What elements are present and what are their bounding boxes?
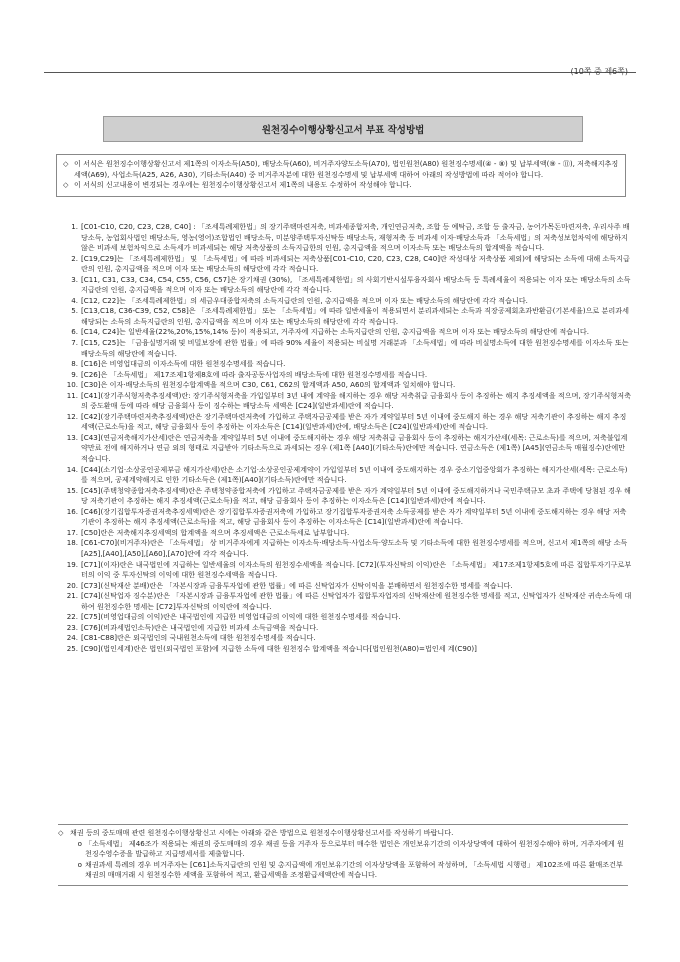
intro-text: 이 서식은 원천징수이행상황신고서 제1쪽의 이자소득(A50), 배당소득(A60), 비거주자양도소득(A70), 법인원천(A80) 원천징수명세(④ - ⑧) 및 납부세액(⑨ - ⑪), 저축해지추징세액(A69), 사업소득(A25, A26, A30), 기타소득(A40) 중 비거주자분에 대한 원천징수명세 및 납부세액 대하여 아래의 작성방법에 따라 적어야 합니다.	[74, 159, 619, 179]
item-text: [C26]은 「소득세법」 제17조제1항제8호에 따라 출자공동사업자의 배당소득에 대한 원천징수명세를 적습니다.	[81, 369, 428, 379]
item-text: [C13,C18, C36-C39, C52, C58]은 「조세특례제한법」 또는 「소득세법」에 따라 일반세율이 적용되면서 분리과세되는 소득과 직장공제회초과반환금(기본세율)으로 분리과세 해당되는 소득의 소득지급란의 인원, 총지급액을 적으며 이자 또는 배당소득의 해당란에 각각 적습니다.	[81, 306, 629, 326]
item-number: 24.	[66, 633, 78, 643]
intro-box	[56, 154, 626, 197]
item-text: [C50]란은 저축해지추징세액의 합계액을 적으며 추징세액은 근로소득세로 납부합니다.	[81, 527, 350, 537]
instruction-item	[58, 486, 632, 507]
diamond-bullet-icon: ◇	[58, 828, 64, 837]
item-text: [C30]은 이자·배당소득의 원천징수합계액을 적으며 C30, C61, C62의 합계액과 A50, A60의 합계액과 일치해야 합니다.	[81, 380, 456, 390]
item-number: 4.	[71, 295, 78, 305]
item-number: 8.	[71, 359, 78, 369]
item-number: 22.	[66, 612, 78, 622]
item-text: [C16]은 비영업대금의 이자소득에 대한 원천징수명세를 적습니다.	[81, 359, 286, 369]
item-number: 16.	[66, 506, 78, 516]
instruction-item	[58, 275, 632, 296]
item-number: 11.	[66, 390, 78, 400]
note-box	[58, 824, 628, 886]
item-number: 1.	[71, 222, 78, 231]
note-text: 채권 등의 중도매매 관련 원천징수이행상황신고 시에는 아래와 같은 방법으로 원천징수이행상황신고서를 작성하기 바랍니다.	[70, 828, 454, 837]
header-rule	[44, 72, 636, 73]
item-number: 7.	[71, 338, 78, 348]
item-number: 13.	[66, 432, 78, 442]
item-text: [C11, C31, C33, C34, C54, C55, C56, C57]은 장기채권 (30%), 「조세특례제한법」의 사회기반시설투융자회사 배당소득 등 특례세율이 적용되는 이자 또는 배당소득의 소득지급란의 인원, 총지급액을 적으며 이자 또는 배당소득의 해당란에 각각 적습니다.	[81, 274, 631, 295]
instruction-item	[58, 612, 632, 623]
item-number: 20.	[66, 580, 78, 590]
item-number: 25.	[66, 643, 78, 653]
item-text: [C73](신탁재산 분배)란은 「자본시장과 금융투자업에 관한 법률」에 따른 신탁업자가 신탁이익을 분배하면서 원천징수한 명세를 적습니다.	[81, 580, 513, 590]
note-paragraph	[58, 828, 628, 839]
instruction-item	[58, 296, 632, 307]
item-text: [C12, C22]는 「조세특례제한법」의 세금우대종합저축의 소득지급란의 인원, 총지급액을 적으며 이자 또는 배당소득의 해당란에 각각 적습니다.	[81, 295, 528, 305]
instruction-item	[58, 391, 632, 412]
page-number: (10쪽 중 제6쪽)	[570, 67, 628, 76]
item-text: [C74](신탁업자 징수분)란은 「자본시장과 금융투자업에 관한 법률」에 따른 신탁업자가 집합투자업자의 신탁재산에 원천징수한 명세를 적고, 신탁업자가 신탁재산 귀속소득에 대하여 원천징수한 명세는 [C72]투자신탁의 이익란에 적습니다.	[81, 591, 632, 611]
note-subitem	[58, 839, 628, 860]
instruction-item	[58, 623, 632, 634]
item-text: [C90](법인세계)란은 법인(외국법인 포함)에 지급한 소득에 대한 원천징수 합계액을 적습니다[법인원천(A80)=법인세 계(C90)]	[81, 643, 477, 653]
instruction-item	[58, 507, 632, 528]
intro-paragraph	[63, 180, 619, 191]
instruction-item	[58, 644, 632, 655]
item-text: [C81-C88]란은 외국법인의 국내원천소득에 대한 원천징수명세를 적습니다.	[81, 633, 316, 643]
item-text: [C61-C70](비거주자)란은 「소득세법」 상 비거주자에게 지급하는 이자소득·배당소득·사업소득·양도소득 및 기타소득에 대한 원천징수명세를 적으며, 신고서 제1쪽의 해당 소득 [A25],[A40],[A50],[A60],[A70]란에 각각 적습니다.	[81, 538, 628, 558]
item-text: [C75](비영업대금의 이익)란은 내국법인에 지급한 비영업대금의 이익에 대한 원천징수명세를 적습니다.	[81, 612, 401, 622]
note-subitem	[58, 860, 628, 881]
instruction-item	[58, 560, 632, 581]
item-number: 23.	[66, 622, 78, 632]
item-number: 6.	[71, 327, 78, 337]
item-text: [C76](비과세법인소득)란은 내국법인에 지급한 비과세 소득금액을 적습니다.	[81, 622, 319, 632]
instruction-item	[58, 338, 632, 359]
instruction-item	[58, 254, 632, 275]
item-text: [C43](연금저축해지가산세)란은 연금저축을 계약일부터 5년 이내에 중도해지하는 경우 해당 저축취급 금융회사 등이 추징하는 해지가산세(세목: 근로소득)를 적으며, 저축불입계약만료 전에 해지하거나 연금 외의 형태로 지급받아 기타소득으로 과세되는 경우 (제1쪽 [A40](기타소득)란에만 적습니다. 연금소득은 (제1쪽) [A45](연금소득 매월징수)란에만 적습니다.	[81, 432, 628, 464]
instruction-item	[58, 370, 632, 381]
note-subitem-text: 「소득세법」 제46조가 적용되는 채권의 중도매매의 경우 채권 등을 거주자 등으로부터 매수한 법인은 개인보유기간의 이자상당액에 대하여 원천징수해야 하며, 거주자에게 원천징수영수증을 발급하고 지급명세서를 제출합니다.	[85, 838, 624, 859]
intro-paragraph	[63, 159, 619, 180]
item-number: 19.	[66, 559, 78, 569]
circle-bullet-icon: o	[77, 838, 82, 848]
instruction-item	[58, 528, 632, 539]
item-number: 2.	[71, 253, 78, 263]
item-text: [C45](주택청약종합저축추징세액)란은 주택청약종합저축에 가입하고 주택자금공제를 받은 자가 계약일부터 5년 이내에 중도해지하거나 국민주택규모 초과 주택에 당첨된 경우 해당 저축기관이 추징하는 해지 추징세액(근로소득)을 적고, 해당 금융회사 등이 추징하는 이자소득은 [C14](일반과세)란에 적습니다.	[81, 485, 631, 506]
instruction-item	[58, 465, 632, 486]
circle-bullet-icon: o	[77, 859, 82, 869]
instruction-item	[58, 633, 632, 644]
instruction-item	[58, 380, 632, 391]
item-text: [C44](소기업·소상공인공제부금 해지가산세)란은 소기업·소상공인공제계약이 가입일부터 5년 이내에 중도해지하는 경우 중소기업중앙회가 추징하는 해지가산세(세목: 근로소득)를 적으며, 공제계약해지로 인한 기타소득은 (제1쪽)[A40](기타소득)란에만 적습니다.	[81, 464, 628, 485]
item-number: 21.	[66, 591, 78, 601]
item-number: 12.	[66, 411, 78, 421]
instruction-item	[58, 412, 632, 433]
instruction-item	[58, 306, 632, 327]
instruction-item	[58, 327, 632, 338]
item-text: [C46](장기집합투자증권저축추징세액)란은 장기집합투자증권저축에 가입하고 장기집합투자증권저축 소득공제를 받은 자가 계약일부터 5년 이내에 중도해지하는 경우 해당 저축기관이 추징하는 해지 추징세액(근로소득)을 적고, 해당 금융회사 등이 추징하는 이자소득은 [C14](일반과세)란에 적습니다.	[81, 506, 627, 527]
item-text: [C14, C24]는 일반세율(22%,20%,15%,14% 등)이 적용되고, 거주자에 지급하는 소득지급란의 인원, 총지급액을 적으며 이자 또는 배당소득의 해당란에 적습니다.	[81, 327, 590, 337]
item-number: 14.	[66, 464, 78, 474]
intro-text: 이 서식의 신고내용이 변경되는 경우에는 원천징수이행상황신고서 제1쪽의 내용도 수정하여 작성해야 합니다.	[74, 180, 412, 190]
title-text: 원천징수이행상황신고서 부표 작성방법	[261, 125, 425, 136]
note-subitem-text: 채권과세 특례의 경우 비거주자는 [C61]소득지급란의 인원 및 총지급액에 개인보유기간의 이자상당액을 포함하여 작성하며, 「소득세법 시행령」 제102조에 따른 환매조건부채권의 매매거래 시 원천징수한 세액을 포함하여 적고, 환급세액을 조정환급세액란에 적습니다.	[85, 859, 623, 880]
item-number: 10.	[66, 380, 78, 390]
item-number: 17.	[66, 527, 78, 537]
instruction-item	[58, 433, 632, 465]
item-number: 5.	[71, 306, 78, 316]
item-number: 3.	[71, 274, 78, 284]
instruction-item	[58, 581, 632, 592]
diamond-bullet-icon: ◇	[63, 180, 69, 190]
instruction-item	[58, 538, 632, 559]
item-text: [C01-C10, C20, C23, C28, C40] : 「조세특례제한법」의 장기주택마련저축, 비과세종합저축, 개인연금저축, 조합 등 예탁금, 조합 등 출자금, 농어가목돈마련저축, 우리사주 배당소득, 농업회사법인 배당소득, 영농(영어)조합법인 배당소득, 미분양주택투자신탁등 배당소득, 재형저축 등 비과세 이자·배당소득과 「소득세법」의 저축성보험차익에 해당하지 않은 비과세 보험차익으로 소득세가 비과세되는 해당 저축상품의 소득지급한의 인원, 총지급액을 적으며 이자소득 또는 배당소득의 합계액을 적습니다.	[81, 222, 630, 253]
item-text: [C19,C29]는 「조세특례제한법」 및 「소득세법」에 따라 비과세되는 저축상품[C01-C10, C20, C23, C28, C40]란 작성대상 저축상품 제외)에 해당되는 소득에 대해 소득지급란의 인원, 총지급액을 적으며 이자 또는 배당소득의 해당란에 각각 적습니다.	[81, 253, 630, 274]
item-number: 9.	[71, 369, 78, 379]
instruction-item	[58, 359, 632, 370]
item-text: [C42](장기주택마련저축추징세액)란은 장기주택마련저축에 가입하고 주택자금공제를 받은 자가 계약일부터 5년 이내에 중도해지 하는 경우 해당 저축기관이 추징하는 해지 추징세액(근로소득)을 적고, 해당 금융회사 등이 추징하는 이자소득은 [C14](일반과세)란에, 배당소득은 [C24](일반과세)란에 적습니다.	[81, 411, 627, 432]
instruction-item	[58, 222, 632, 254]
item-text: [C71](이자)란은 내국법인에 지급하는 일반세율의 이자소득의 원천징수세액을 적습니다. [C72](투자신탁의 이익)란은 「소득세법」 제17조제1항제5호에 따른 집합투자기구로부터의 이익 중 투자신탁의 이익에 대한 원천징수세액을 적습니다.	[81, 559, 632, 580]
item-text: [C15, C25]는 「금융실명거래 및 비밀보장에 관한 법률」에 따라 90% 세율이 적용되는 비실명 거래분과 「소득세법」에 따라 비실명소득에 대한 원천징수명세를 이자소득 또는 배당소득의 해당란에 적습니다.	[81, 338, 629, 358]
instruction-list	[58, 222, 632, 654]
item-number: 15.	[66, 485, 78, 495]
item-number: 18.	[66, 538, 78, 548]
diamond-bullet-icon: ◇	[63, 159, 69, 168]
document-title	[103, 116, 583, 142]
instruction-item	[58, 591, 632, 612]
item-text: [C41](장기주식형저축추징세액)란: 장기주식형저축을 가입일부터 3년 내에 계약을 해지하는 경우 해당 저축취급 금융회사 등이 추징하는 해지 추징세액을 적으며, 장기주식형저축의 중도환매 등에 따라 해당 금융회사 등이 징수하는 배당소득 세액은 [C24](일반과세)란에 적습니다.	[81, 390, 631, 411]
